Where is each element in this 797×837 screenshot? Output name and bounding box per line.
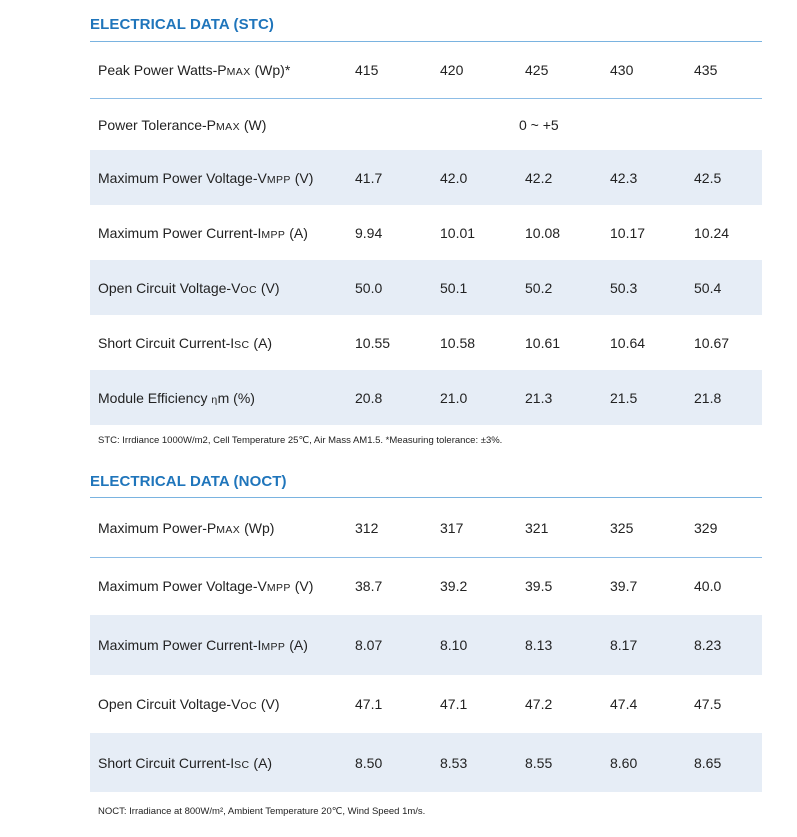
value-cell: 50.3 — [610, 279, 638, 296]
value-cell: 10.08 — [525, 224, 561, 241]
value-cell: 10.64 — [610, 334, 646, 351]
value-cell: 317 — [440, 519, 464, 536]
value-cell: 312 — [355, 519, 379, 536]
value-cell: 42.0 — [440, 169, 468, 186]
value-cell: 321 — [525, 519, 549, 536]
value-cell: 10.17 — [610, 224, 646, 241]
value-cell: 47.4 — [610, 696, 638, 712]
value-cell: 47.2 — [525, 696, 553, 712]
value-cell: 47.1 — [355, 696, 383, 712]
value-cell: 10.67 — [694, 334, 730, 351]
noct-row-impp — [90, 615, 762, 675]
row-label: Maximum Power Voltage-VMPP (V) — [98, 169, 314, 186]
value-cell: 21.3 — [525, 389, 553, 406]
row-label: Maximum Power-PMAX (Wp) — [98, 519, 275, 536]
row-label: Maximum Power Voltage-VMPP (V) — [98, 578, 314, 594]
value-cell: 42.3 — [610, 169, 638, 186]
noct-row-pmax — [90, 498, 762, 557]
value-cell: 50.0 — [355, 279, 383, 296]
value-cell: 21.0 — [440, 389, 468, 406]
value-cell: 425 — [525, 62, 549, 78]
row-label: Power Tolerance-PMAX (W) — [98, 117, 267, 133]
stc-footnote: STC: Irrdiance 1000W/m2, Cell Temperature 25℃, Air Mass AM1.5. *Measuring tolerance: ±3%. — [98, 435, 503, 446]
noct-row-voc — [90, 675, 762, 733]
row-label: Module Efficiency ηm (%) — [98, 389, 255, 406]
value-cell: 10.55 — [355, 334, 391, 351]
value-cell: 435 — [694, 62, 718, 78]
value-cell: 10.01 — [440, 224, 476, 241]
value-cell: 329 — [694, 519, 718, 536]
stc-row-power-tolerance — [90, 98, 762, 151]
row-label: Open Circuit Voltage-VOC (V) — [98, 279, 280, 296]
value-cell: 20.8 — [355, 389, 383, 406]
value-cell: 39.5 — [525, 578, 553, 594]
value-cell: 8.50 — [355, 754, 383, 771]
value-cell: 50.2 — [525, 279, 553, 296]
value-cell: 50.4 — [694, 279, 722, 296]
noct-footnote: NOCT: Irradiance at 800W/m², Ambient Temperature 20℃, Wind Speed 1m/s. — [98, 806, 426, 817]
value-cell: 420 — [440, 62, 464, 78]
value-cell: 8.53 — [440, 754, 468, 771]
stc-row-isc — [90, 315, 762, 370]
value-cell: 8.17 — [610, 637, 638, 653]
stc-row-voc — [90, 260, 762, 315]
noct-section-title: ELECTRICAL DATA (NOCT) — [90, 473, 287, 490]
value-cell: 39.2 — [440, 578, 468, 594]
value-cell: 8.60 — [610, 754, 638, 771]
row-label: Maximum Power Current-IMPP (A) — [98, 637, 308, 653]
value-cell: 50.1 — [440, 279, 468, 296]
row-label: Open Circuit Voltage-VOC (V) — [98, 696, 280, 712]
value-cell: 8.10 — [440, 637, 468, 653]
value-cell: 39.7 — [610, 578, 638, 594]
value-cell: 8.07 — [355, 637, 383, 653]
value-cell: 325 — [610, 519, 634, 536]
value-cell: 40.0 — [694, 578, 722, 594]
value-cell: 8.55 — [525, 754, 553, 771]
value-cell: 8.13 — [525, 637, 553, 653]
value-cell: 42.2 — [525, 169, 553, 186]
stc-section-title: ELECTRICAL DATA (STC) — [90, 16, 275, 33]
value-cell: 430 — [610, 62, 634, 78]
value-cell: 415 — [355, 62, 379, 78]
value-cell: 9.94 — [355, 224, 383, 241]
noct-row-isc — [90, 733, 762, 792]
value-cell: 10.61 — [525, 334, 561, 351]
row-label: Peak Power Watts-PMAX (Wp)* — [98, 62, 291, 78]
row-label: Short Circuit Current-ISC (A) — [98, 754, 273, 771]
stc-row-vmpp — [90, 150, 762, 205]
stc-row-peak-power — [90, 42, 762, 98]
value-cell: 42.5 — [694, 169, 722, 186]
tolerance-value: 0 ~ +5 — [519, 117, 559, 133]
value-cell: 47.1 — [440, 696, 468, 712]
value-cell: 38.7 — [355, 578, 383, 594]
value-cell: 41.7 — [355, 169, 383, 186]
row-label: Maximum Power Current-IMPP (A) — [98, 224, 308, 241]
value-cell: 21.5 — [610, 389, 638, 406]
stc-row-impp — [90, 205, 762, 260]
value-cell: 8.65 — [694, 754, 722, 771]
value-cell: 8.23 — [694, 637, 722, 653]
noct-row-vmpp — [90, 558, 762, 614]
value-cell: 10.58 — [440, 334, 476, 351]
value-cell: 10.24 — [694, 224, 730, 241]
row-label: Short Circuit Current-ISC (A) — [98, 334, 273, 351]
value-cell: 47.5 — [694, 696, 722, 712]
stc-row-efficiency — [90, 370, 762, 425]
value-cell: 21.8 — [694, 389, 722, 406]
